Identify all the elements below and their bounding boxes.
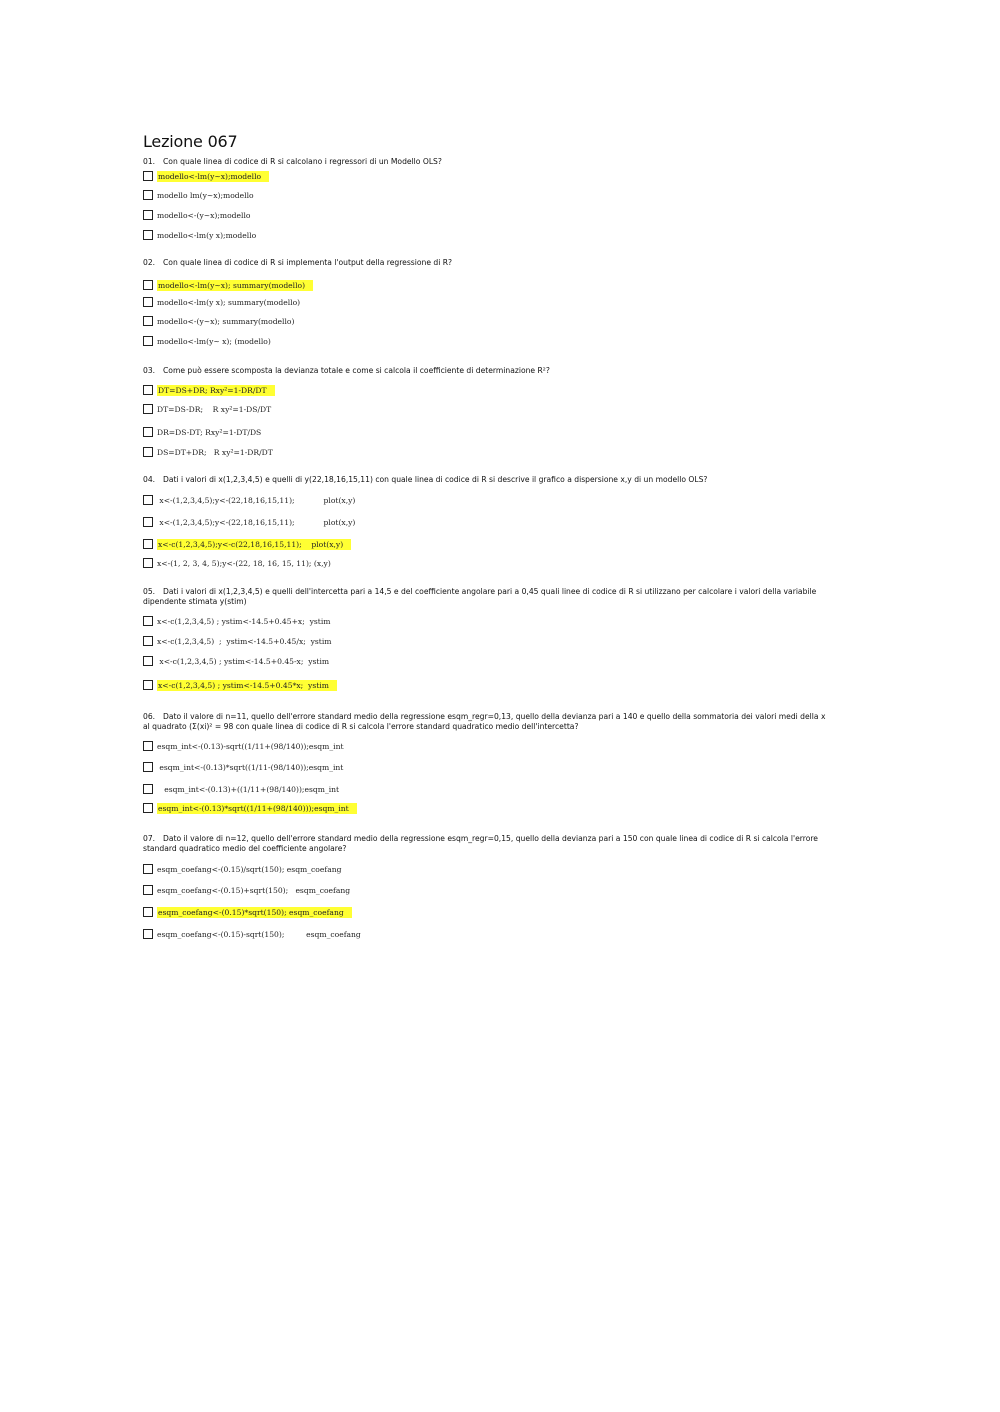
answer-option[interactable] <box>143 292 300 312</box>
answer-text: esqm_int<-(0.13)*sqrt((1/11-(98/140));esqm_int <box>157 762 344 772</box>
answer-text: DS=DT+DR; R xy²=1-DR/DT <box>157 447 273 457</box>
answer-checkbox[interactable] <box>143 907 153 917</box>
answer-option[interactable] <box>143 798 357 818</box>
answer-text: esqm_coefang<-(0.15)/sqrt(150); esqm_coefang <box>157 864 342 874</box>
answer-checkbox[interactable] <box>143 495 153 505</box>
question-text <box>143 834 833 853</box>
answer-checkbox[interactable] <box>143 517 153 527</box>
answer-option[interactable] <box>143 311 294 331</box>
question-label: Dato il valore di n=11, quello dell'errore standard medio della regressione esqm_regr=0,13, quello della devianza pari a 140 e quello della sommatoria dei valori medi della x al quadrato (Σ(xi)² = 98 con quale linea di codice di R si calcola l'errore standard quadratico medio dell'intercetta? <box>143 712 826 731</box>
answer-checkbox[interactable] <box>143 230 153 240</box>
answer-checkbox[interactable] <box>143 784 153 794</box>
question-7 <box>143 834 833 861</box>
answer-option[interactable] <box>143 675 337 695</box>
answer-option[interactable] <box>143 166 269 186</box>
question-number: 01. <box>143 157 156 166</box>
answer-checkbox[interactable] <box>143 427 153 437</box>
question-6 <box>143 712 833 739</box>
answer-text: x<-c(1,2,3,4,5) ; ystim<-14.5+0.45+x; ystim <box>157 616 331 626</box>
answer-text: esqm_int<-(0.13)+((1/11+(98/140));esqm_int <box>157 784 340 794</box>
answer-text: DT=DS+DR; Rxy²=1-DR/DT <box>157 385 275 396</box>
answer-checkbox[interactable] <box>143 762 153 772</box>
answer-checkbox[interactable] <box>143 680 153 690</box>
answer-option[interactable] <box>143 205 250 225</box>
answer-option[interactable] <box>143 534 351 554</box>
question-number: 04. <box>143 475 156 484</box>
answer-checkbox[interactable] <box>143 741 153 751</box>
answer-option[interactable] <box>143 512 355 532</box>
answer-checkbox[interactable] <box>143 447 153 457</box>
answer-checkbox[interactable] <box>143 539 153 549</box>
answer-option[interactable] <box>143 779 339 799</box>
answer-text: x<-c(1,2,3,4,5) ; ystim<-14.5+0.45*x; ystim <box>157 680 337 691</box>
answer-option[interactable] <box>143 553 331 573</box>
answer-text: esqm_int<-(0.13)-sqrt((1/11+(98/140));esqm_int <box>157 741 344 751</box>
answer-checkbox[interactable] <box>143 636 153 646</box>
question-label: Dati i valori di x(1,2,3,4,5) e quelli di y(22,18,16,15,11) con quale linea di codice di R si descrive il grafico a dispersione x,y di un modello OLS? <box>163 475 708 484</box>
answer-checkbox[interactable] <box>143 190 153 200</box>
question-label: Con quale linea di codice di R si calcolano i regressori di un Modello OLS? <box>163 157 442 166</box>
answer-text: x<-c(1,2,3,4,5) ; ystim<-14.5+0.45-x; ystim <box>157 656 330 666</box>
answer-text: x<-(1,2,3,4,5);y<-(22,18,16,15,11); plot(x,y) <box>157 517 356 527</box>
answer-checkbox[interactable] <box>143 803 153 813</box>
answer-checkbox[interactable] <box>143 297 153 307</box>
question-2 <box>143 258 833 276</box>
answer-option[interactable] <box>143 631 332 651</box>
answer-text: esqm_int<-(0.13)*sqrt((1/11+(98/140)));esqm_int <box>157 803 357 814</box>
answer-option[interactable] <box>143 380 275 400</box>
question-text <box>143 587 833 606</box>
question-number: 06. <box>143 712 156 721</box>
answer-option[interactable] <box>143 422 261 442</box>
answer-option[interactable] <box>143 331 271 351</box>
answer-checkbox[interactable] <box>143 929 153 939</box>
answer-text: modello<-(y~x); summary(modello) <box>157 316 295 326</box>
question-number: 02. <box>143 258 156 267</box>
answer-option[interactable] <box>143 185 254 205</box>
answer-option[interactable] <box>143 225 256 245</box>
answer-text: modello lm(y~x);modello <box>157 190 254 200</box>
answer-text: DT=DS-DR; R xy²=1-DS/DT <box>157 404 272 414</box>
question-label: Con quale linea di codice di R si implementa l'output della regressione di R? <box>163 258 453 267</box>
answer-text: modello<-lm(y x); summary(modello) <box>157 297 301 307</box>
question-number: 07. <box>143 834 156 843</box>
answer-checkbox[interactable] <box>143 656 153 666</box>
page-title: Lezione 067 <box>143 132 238 151</box>
answer-option[interactable] <box>143 924 361 944</box>
question-text <box>143 366 833 376</box>
answer-option[interactable] <box>143 490 355 510</box>
answer-checkbox[interactable] <box>143 336 153 346</box>
answer-checkbox[interactable] <box>143 864 153 874</box>
question-5 <box>143 587 833 614</box>
answer-checkbox[interactable] <box>143 404 153 414</box>
answer-text: esqm_coefang<-(0.15)+sqrt(150); esqm_coefang <box>157 885 351 895</box>
question-text <box>143 258 833 268</box>
question-text <box>143 712 833 731</box>
answer-option[interactable] <box>143 399 271 419</box>
answer-checkbox[interactable] <box>143 210 153 220</box>
question-label: Dato il valore di n=12, quello dell'errore standard medio della regressione esqm_regr=0,15, quello della devianza pari a 150 con quale linea di codice di R si calcola l'errore standard quadratico medio del coefficiente angolare? <box>143 834 818 853</box>
question-label: Come può essere scomposta la devianza totale e come si calcola il coefficiente di determinazione R²? <box>163 366 550 375</box>
question-text <box>143 475 833 485</box>
answer-option[interactable] <box>143 651 329 671</box>
answer-checkbox[interactable] <box>143 316 153 326</box>
answer-option[interactable] <box>143 442 273 462</box>
answer-text: DR=DS-DT; Rxy²=1-DT/DS <box>157 427 262 437</box>
answer-option[interactable] <box>143 880 350 900</box>
answer-text: x<-(1,2,3,4,5);y<-(22,18,16,15,11); plot(x,y) <box>157 495 356 505</box>
answer-text: esqm_coefang<-(0.15)-sqrt(150); esqm_coefang <box>157 929 361 939</box>
answer-checkbox[interactable] <box>143 885 153 895</box>
answer-option[interactable] <box>143 859 341 879</box>
answer-checkbox[interactable] <box>143 171 153 181</box>
question-number: 05. <box>143 587 156 596</box>
answer-checkbox[interactable] <box>143 558 153 568</box>
answer-checkbox[interactable] <box>143 385 153 395</box>
answer-text: modello<-lm(y~x);modello <box>157 171 269 182</box>
question-label: Dati i valori di x(1,2,3,4,5) e quelli dell'intercetta pari a 14,5 e del coefficiente angolare pari a 0,45 quali linee di codice di R si utilizzano per calcolare i valori della variabile dipendente stimata y(stim) <box>143 587 817 606</box>
answer-text: esqm_coefang<-(0.15)*sqrt(150); esqm_coefang <box>157 907 352 918</box>
answer-text: modello<-lm(y~x); summary(modello) <box>157 280 313 291</box>
answer-checkbox[interactable] <box>143 616 153 626</box>
answer-option[interactable] <box>143 736 344 756</box>
answer-text: modello<-(y~x);modello <box>157 210 251 220</box>
answer-option[interactable] <box>143 757 343 777</box>
answer-checkbox[interactable] <box>143 280 153 290</box>
answer-text: modello<-lm(y x);modello <box>157 230 257 240</box>
answer-text: x<-(1, 2, 3, 4, 5);y<-(22, 18, 16, 15, 11); (x,y) <box>157 558 331 568</box>
answer-text: x<-c(1,2,3,4,5);y<-c(22,18,16,15,11); plot(x,y) <box>157 539 351 550</box>
answer-option[interactable] <box>143 611 330 631</box>
question-number: 03. <box>143 366 156 375</box>
answer-text: modello<-lm(y~ x); (modello) <box>157 336 271 346</box>
answer-text: x<-c(1,2,3,4,5) ; ystim<-14.5+0.45/x; ystim <box>157 636 332 646</box>
answer-option[interactable] <box>143 902 352 922</box>
